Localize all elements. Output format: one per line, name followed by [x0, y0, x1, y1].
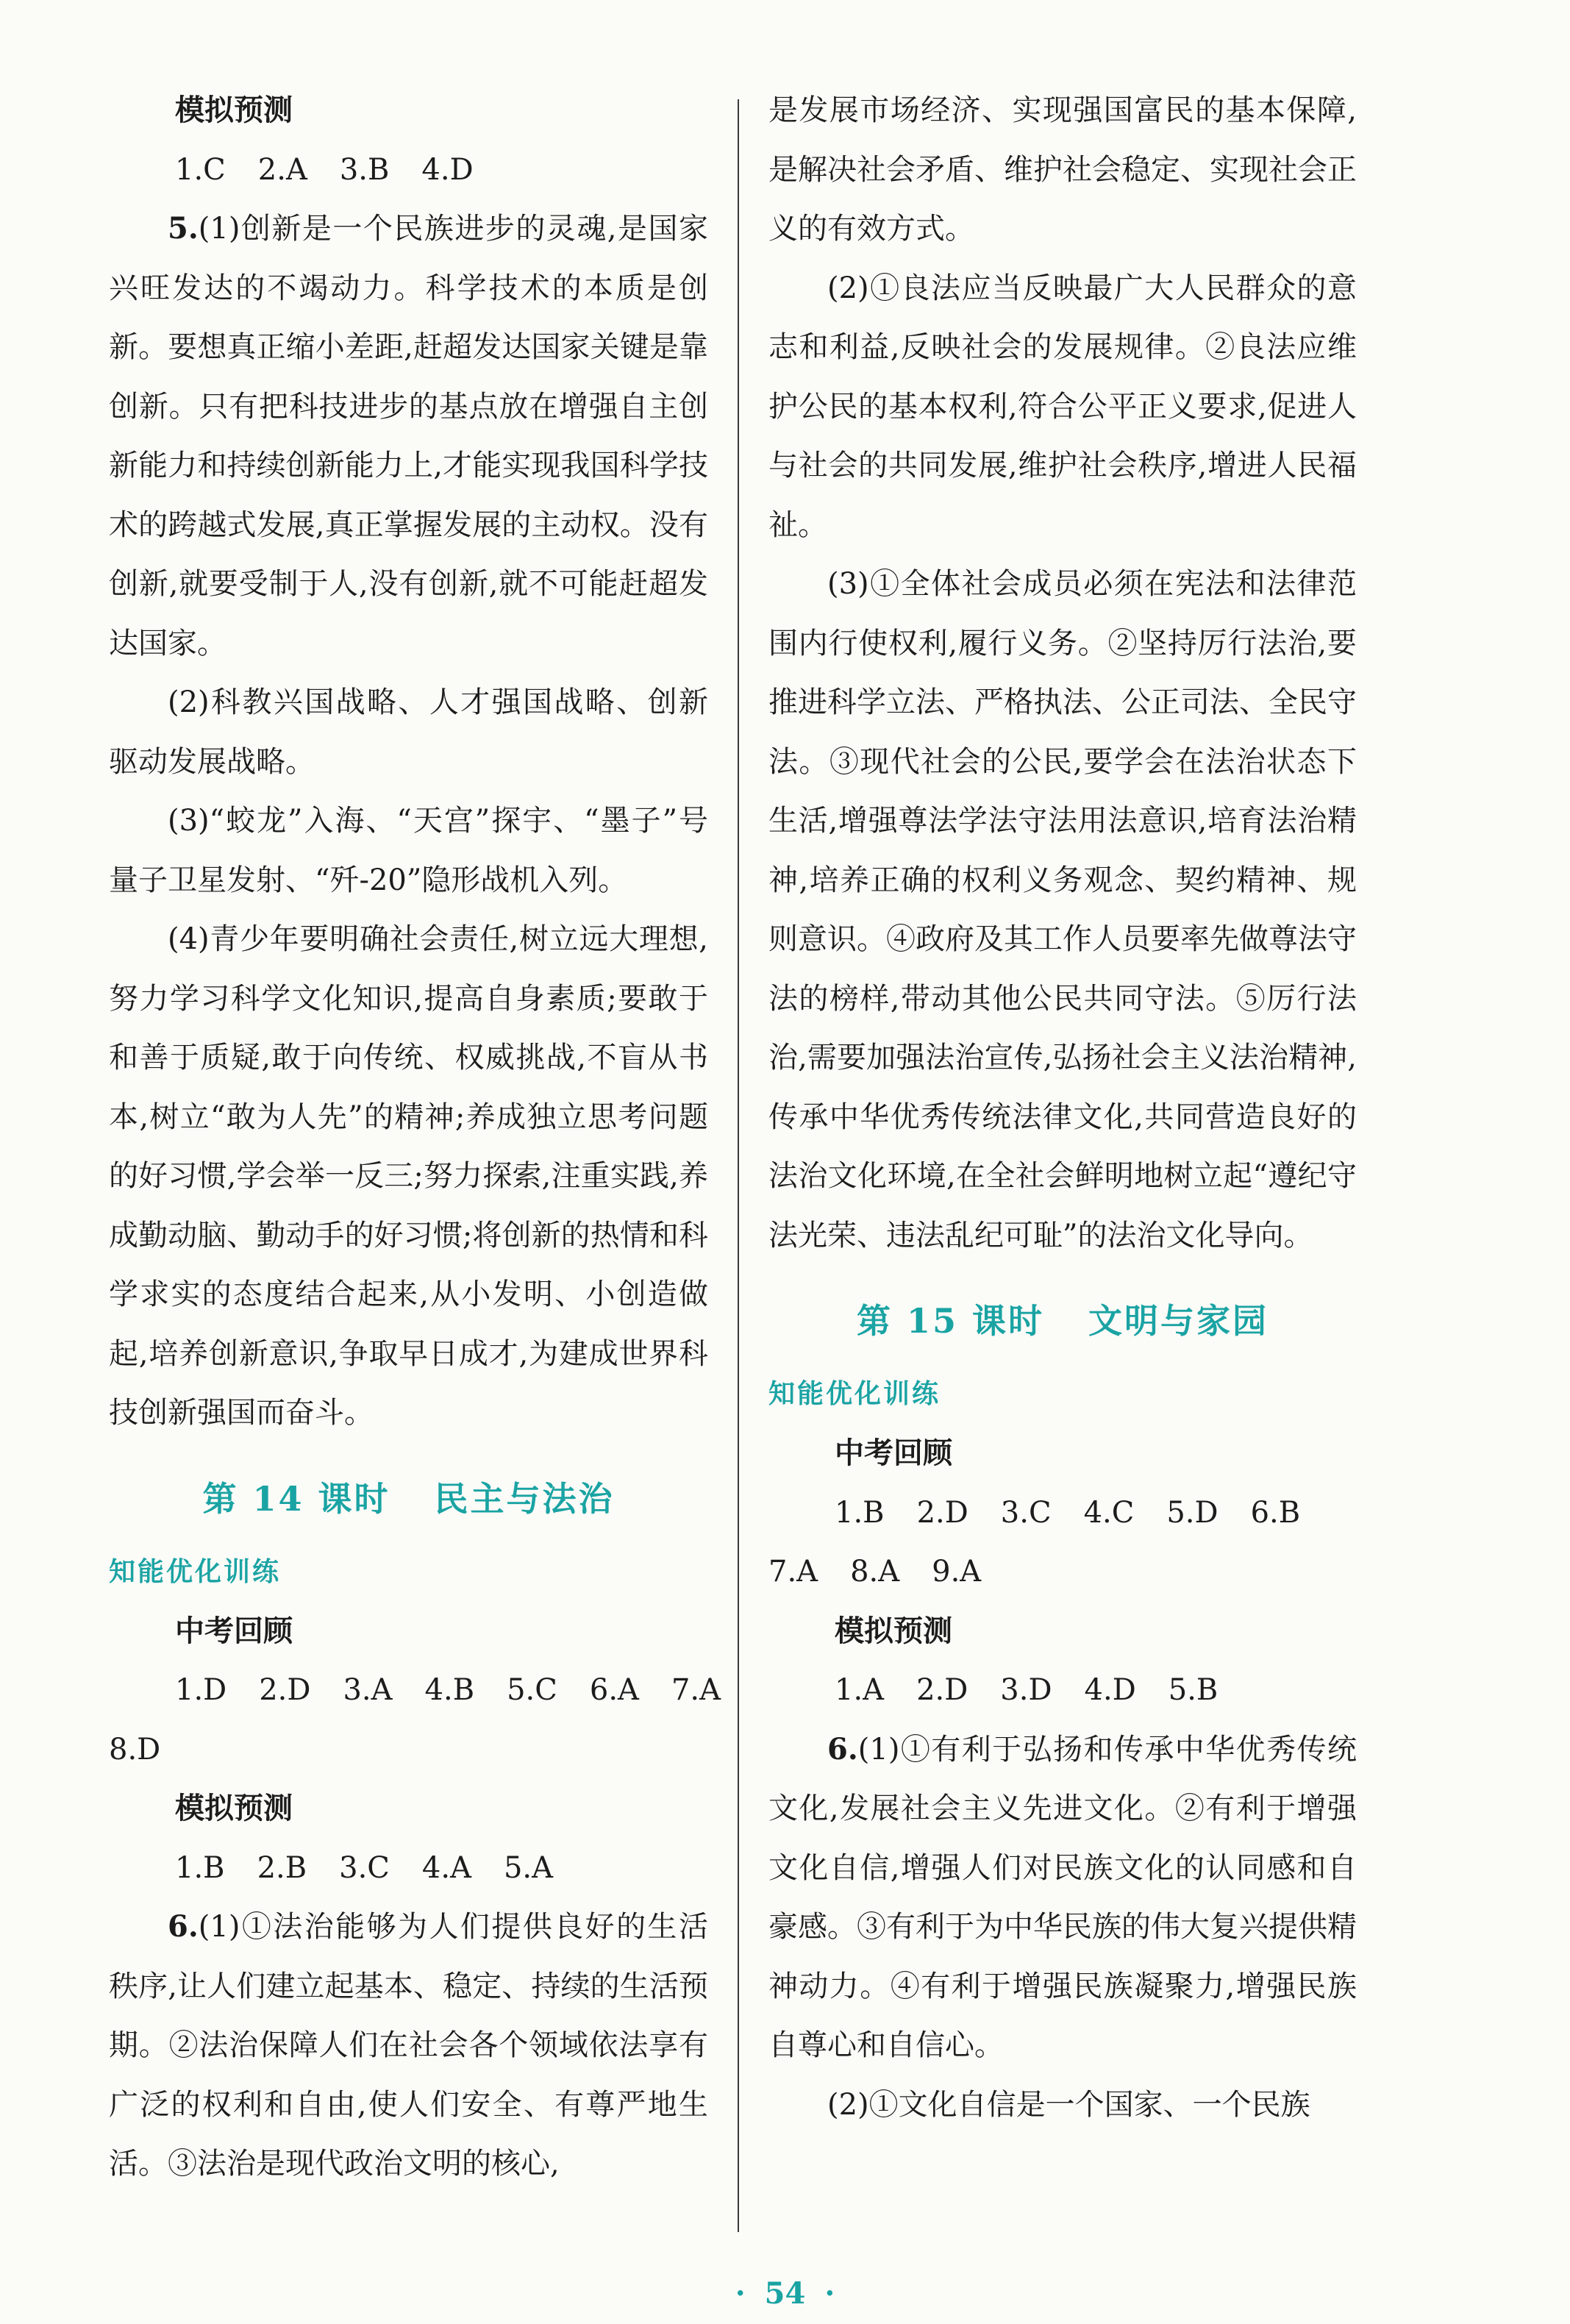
- question-6-part-1: [768, 1720, 1357, 2075]
- answer-list: [768, 1483, 1357, 1543]
- answer-item: 3.B: [339, 152, 390, 187]
- answer-item: 2.A: [257, 152, 307, 187]
- answer-item: 5.D: [1166, 1495, 1218, 1530]
- question-5-part-1: [109, 199, 708, 673]
- answer-list: [109, 1720, 708, 1780]
- lesson-number: 第 14 课时: [202, 1478, 390, 1519]
- answer-item: 8.D: [109, 1732, 161, 1767]
- lesson-title: 民主与法治: [434, 1478, 615, 1519]
- answer-item: 9.A: [932, 1555, 982, 1589]
- answer-item: 5.C: [507, 1673, 557, 1707]
- right-column: [768, 81, 1357, 2134]
- paragraph-text: (1)①有利于弘扬和传承中华优秀传统文化,发展社会主义先进文化。②有利于增强文化自信,增强人们对民族文化的认同感和自豪感。③有利于为中华民族的伟大复兴提供精神动力。④有利于增强民族凝聚力,增强民族自尊心和自信心。: [768, 1732, 1357, 2062]
- subsection-heading: 中考回顾: [835, 1436, 952, 1470]
- question-5-part-3: (3)“蛟龙”入海、“天宫”探宇、“墨子”号量子卫星发射、“歼-20”隐形战机入列。: [109, 804, 708, 897]
- subsection-heading: 模拟预测: [835, 1613, 952, 1648]
- answer-item: 3.C: [339, 1850, 390, 1885]
- question-5-part-4: (4)青少年要明确社会责任,树立远大理想,努力学习科学文化知识,提高自身素质;要敢于和善于质疑,敢于向传统、权威挑战,不盲从书本,树立“敢为人先”的精神;养成独立思考问题的好习惯,学会举一反三;努力探索,注重实践,养成勤动脑、勤动手的好习惯;将创新的热情和科学求实的态度结合起来,从小发明、小创造做起,培养创新意识,争取早日成才,为建成世界科技创新强国而奋斗。: [109, 922, 708, 1430]
- paragraph-text: (1)①法治能够为人们提供良好的生活秩序,让人们建立起基本、稳定、持续的生活预期。②法治保障人们在社会各个领域依法享有广泛的权利和自由,使人们安全、有尊严地生活。③法治是现代政治文明的核心,: [109, 1910, 708, 2181]
- answer-item: 3.A: [343, 1673, 393, 1707]
- answer-item: 4.C: [1083, 1495, 1135, 1530]
- answer-item: 3.D: [1000, 1673, 1052, 1707]
- answer-item: 1.B: [175, 1850, 225, 1885]
- question-6-part-2: (2)①文化自信是一个国家、一个民族: [827, 2087, 1310, 2122]
- question-number: 6.: [827, 1731, 858, 1767]
- answer-item: 1.D: [175, 1673, 227, 1707]
- lesson-title: 文明与家园: [1088, 1301, 1269, 1341]
- question-number: 5.: [168, 211, 199, 246]
- question-5-part-2: (2)科教兴国战略、人才强国战略、创新驱动发展战略。: [109, 685, 708, 779]
- answer-item: 5.B: [1168, 1673, 1218, 1707]
- answer-list: [109, 1839, 708, 1898]
- answer-item: 4.B: [424, 1673, 475, 1707]
- answer-list: [109, 1661, 721, 1720]
- page-footer: [0, 2276, 1570, 2311]
- answer-item: 4.A: [421, 1850, 471, 1885]
- answer-item: 2.D: [916, 1673, 968, 1707]
- answer-item: 1.A: [835, 1673, 885, 1707]
- answer-list: [768, 1542, 1357, 1602]
- answer-item: 2.B: [257, 1850, 307, 1885]
- answer-item: 8.A: [850, 1555, 900, 1589]
- question-6-part-3: (3)①全体社会成员必须在宪法和法律范围内行使权利,履行义务。②坚持厉行法治,要推进科学立法、严格执法、公正司法、全民守法。③现代社会的公民,要学会在法治状态下生活,增强尊法学法守法用法意识,培育法治精神,培养正确的权利义务观念、契约精神、规则意识。④政府及其工作人员要率先做尊法守法的榜样,带动其他公民共同守法。⑤厉行法治,需要加强法治宣传,弘扬社会主义法治精神,传承中华优秀传统法律文化,共同营造良好的法治文化环境,在全社会鲜明地树立起“遵纪守法光荣、违法乱纪可耻”的法治文化导向。: [768, 567, 1357, 1252]
- page-number: 54: [764, 2276, 806, 2311]
- answer-item: 4.D: [421, 152, 474, 187]
- subsection-heading: 中考回顾: [175, 1613, 293, 1648]
- lesson-number: 第 15 课时: [856, 1301, 1045, 1341]
- answer-item: 2.D: [916, 1495, 968, 1530]
- paragraph-text: (1)创新是一个民族进步的灵魂,是国家兴旺发达的不竭动力。科学技术的本质是创新。要想真正缩小差距,赶超发达国家关键是靠创新。只有把科技进步的基点放在增强自主创新能力和持续创新能力上,才能实现我国科学技术的跨越式发展,真正掌握发展的主动权。没有创新,就要受制于人,没有创新,就不可能赶超发达国家。: [109, 212, 708, 660]
- answer-item: 7.A: [671, 1673, 721, 1707]
- subsection-heading: 模拟预测: [175, 1791, 293, 1825]
- subsection-heading: 模拟预测: [175, 93, 293, 127]
- answer-item: 5.A: [503, 1850, 554, 1885]
- question-number: 6.: [168, 1909, 199, 1944]
- column-divider: [738, 99, 739, 2232]
- question-6-part-1: [109, 1897, 708, 2194]
- answer-list: [109, 140, 708, 200]
- answer-item: 6.A: [589, 1673, 639, 1707]
- lesson-14-heading: [109, 1455, 708, 1543]
- answer-item: 3.C: [1000, 1495, 1052, 1530]
- answer-item: 6.B: [1250, 1495, 1301, 1530]
- lesson-15-heading: [768, 1277, 1357, 1365]
- training-section-heading: 知能优化训练: [109, 1556, 282, 1587]
- footer-dot: ·: [735, 2276, 746, 2311]
- training-section-heading: 知能优化训练: [768, 1379, 941, 1409]
- answer-item: 4.D: [1084, 1673, 1136, 1707]
- answer-item: 1.B: [835, 1495, 885, 1530]
- continued-paragraph: 是发展市场经济、实现强国富民的基本保障,是解决社会矛盾、维护社会稳定、实现社会正义的有效方式。: [768, 93, 1357, 246]
- answer-item: 2.D: [259, 1673, 311, 1707]
- question-6-part-2: (2)①良法应当反映最广大人民群众的意志和利益,反映社会的发展规律。②良法应维护公民的基本权利,符合公平正义要求,促进人与社会的共同发展,维护社会秩序,增进人民福祉。: [768, 271, 1357, 542]
- left-column: [109, 81, 721, 2194]
- answer-item: 7.A: [768, 1555, 818, 1589]
- footer-dot: ·: [824, 2276, 835, 2311]
- answer-list: [768, 1661, 1357, 1720]
- answer-item: 1.C: [175, 152, 226, 187]
